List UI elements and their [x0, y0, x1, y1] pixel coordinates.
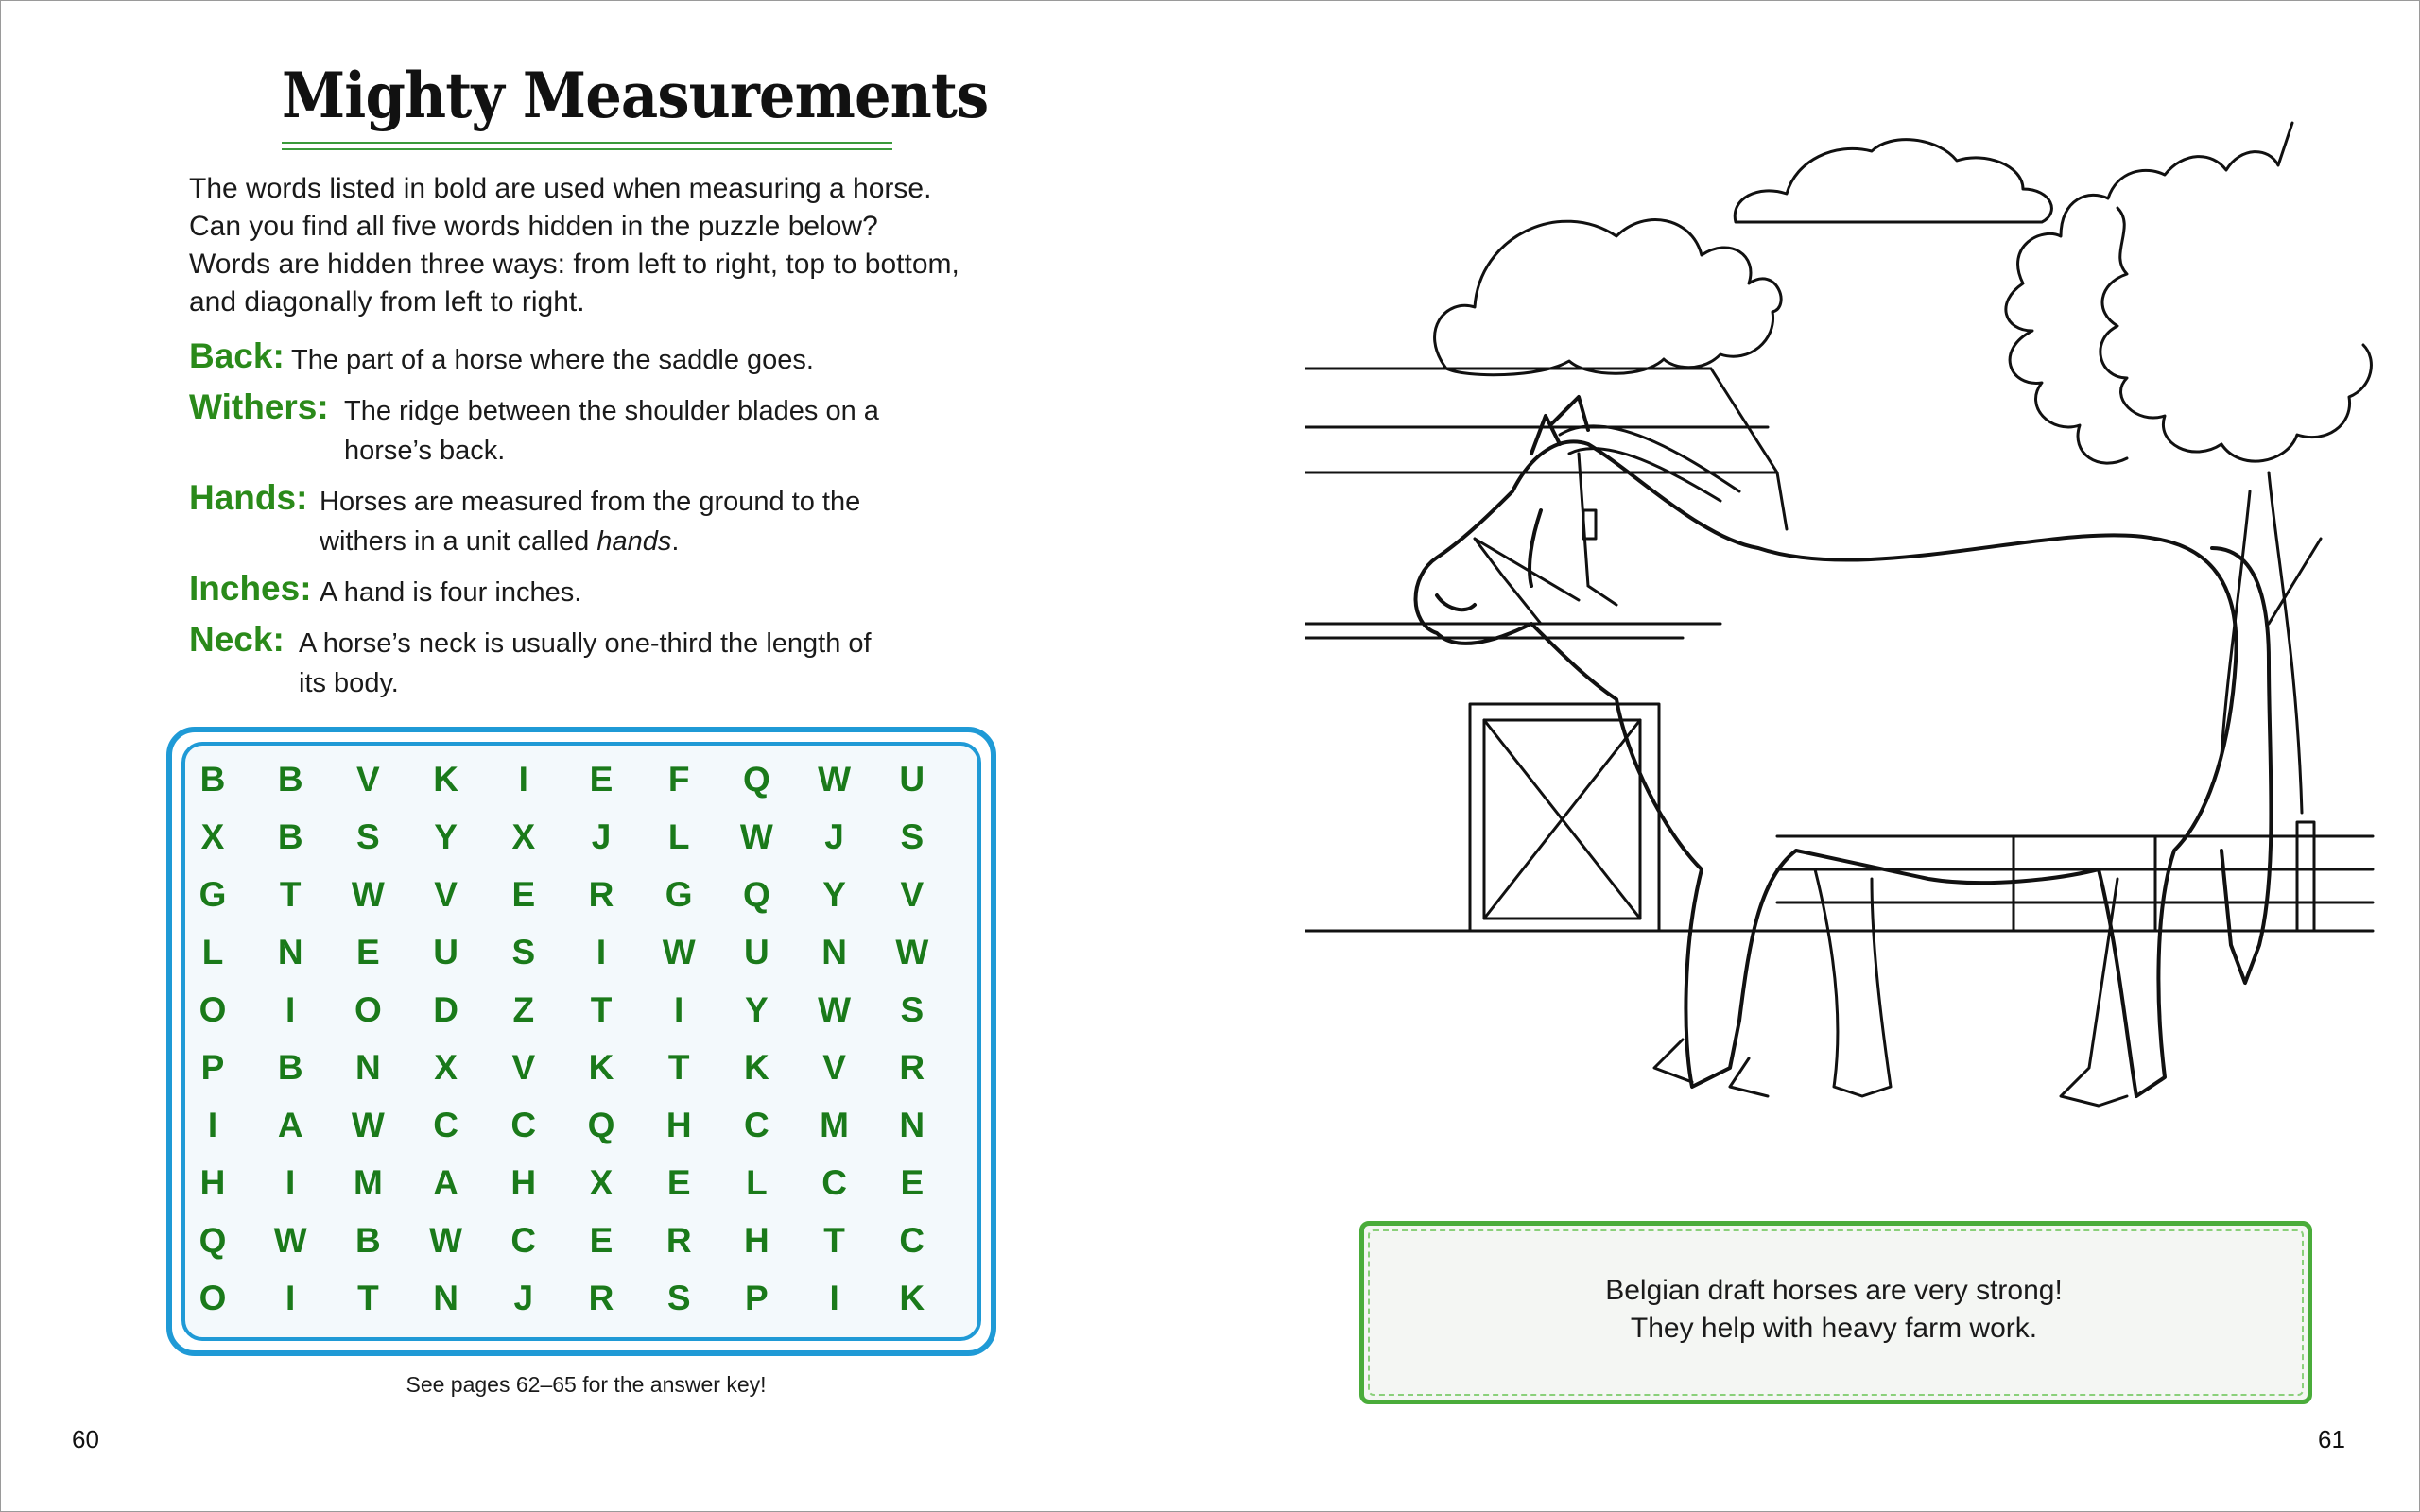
puzzle-letter: Y — [745, 990, 769, 1029]
puzzle-letter: W — [818, 760, 852, 799]
definition-text: The ridge between the shoulder blades on a horse’s back. — [344, 396, 879, 466]
page-title: Mighty Measurements — [282, 59, 989, 132]
puzzle-letter: V — [822, 1048, 846, 1087]
definition-term: Inches: — [189, 569, 312, 608]
puzzle-letter: W — [351, 1106, 385, 1144]
puzzle-letter: R — [899, 1048, 925, 1087]
puzzle-letter: L — [667, 817, 690, 856]
puzzle-letter: H — [510, 1163, 537, 1202]
tree-canopy — [2006, 123, 2372, 463]
definition-inches — [189, 569, 1002, 612]
puzzle-letter: S — [356, 817, 380, 856]
puzzle-letter: C — [433, 1106, 458, 1144]
puzzle-letter: I — [285, 1279, 296, 1317]
puzzle-letter: A — [433, 1163, 458, 1202]
puzzle-letter: R — [588, 875, 614, 914]
puzzle-letter: U — [433, 933, 458, 971]
puzzle-letter: Q — [743, 760, 770, 799]
puzzle-letter: V — [434, 875, 458, 914]
puzzle-letter: I — [674, 990, 684, 1029]
puzzle-letter: C — [821, 1163, 847, 1202]
definitions-list — [189, 336, 1002, 709]
puzzle-letter: T — [590, 990, 613, 1029]
puzzle-letter: W — [662, 933, 696, 971]
definition-hands — [189, 478, 1002, 561]
puzzle-letter: I — [518, 760, 528, 799]
puzzle-letter: W — [429, 1221, 463, 1260]
puzzle-letter: K — [588, 1048, 614, 1087]
puzzle-letter: B — [277, 760, 303, 799]
horse-body — [1416, 441, 2237, 1096]
puzzle-letter: Y — [434, 817, 458, 856]
definition-text: The part of a horse where the saddle goes. — [291, 345, 814, 375]
puzzle-letter: U — [744, 933, 769, 971]
page-number-left: 60 — [72, 1425, 99, 1453]
word-search-grid — [180, 756, 955, 1332]
puzzle-letter: C — [744, 1106, 769, 1144]
puzzle-letter: Z — [512, 990, 535, 1029]
intro-paragraph: The words listed in bold are used when measuring a horse. Can you find all five words hidden in the puzzle below? Words are hidden three ways: from left to right, top to bottom, and diagonally from left to right. — [189, 173, 959, 318]
puzzle-letter: V — [511, 1048, 536, 1087]
puzzle-letter: E — [666, 1163, 691, 1202]
puzzle-letter: I — [207, 1106, 218, 1144]
definition-text: A horse’s neck is usually one-third the length of its body. — [299, 628, 872, 698]
puzzle-letter: G — [199, 875, 227, 914]
puzzle-letter: Q — [743, 875, 770, 914]
fence — [1777, 822, 2373, 931]
puzzle-letter: O — [199, 1279, 227, 1317]
cloud-right — [1735, 140, 2051, 222]
puzzle-letter: J — [591, 817, 612, 856]
puzzle-letter: X — [589, 1163, 614, 1202]
puzzle-letter: B — [199, 760, 226, 799]
definition-term: Hands: — [189, 478, 308, 517]
puzzle-letter: Q — [587, 1106, 615, 1144]
puzzle-letter: S — [666, 1279, 691, 1317]
puzzle-letter: X — [434, 1048, 458, 1087]
definition-term: Withers: — [189, 387, 329, 426]
puzzle-letter: B — [277, 817, 303, 856]
definition-tail: . — [671, 526, 680, 557]
puzzle-letter: R — [588, 1279, 614, 1317]
puzzle-letter: D — [433, 990, 458, 1029]
puzzle-letter: A — [277, 1106, 303, 1144]
puzzle-letter: V — [900, 875, 925, 914]
puzzle-letter: E — [356, 933, 380, 971]
puzzle-letter: B — [277, 1048, 303, 1087]
puzzle-letter: V — [356, 760, 380, 799]
puzzle-letter: P — [200, 1048, 225, 1087]
puzzle-letter: S — [511, 933, 536, 971]
puzzle-letter: T — [823, 1221, 845, 1260]
puzzle-letter: P — [745, 1279, 769, 1317]
puzzle-letter: C — [899, 1221, 925, 1260]
puzzle-letter: E — [900, 1163, 925, 1202]
puzzle-letter: J — [824, 817, 844, 856]
horse-head — [1437, 397, 1588, 610]
puzzle-letter: W — [895, 933, 929, 971]
puzzle-letter: L — [746, 1163, 768, 1202]
puzzle-letter: E — [589, 1221, 614, 1260]
puzzle-letter: E — [511, 875, 536, 914]
caption-line-2: They help with heavy farm work. — [1630, 1313, 2038, 1344]
puzzle-letter: C — [510, 1221, 537, 1260]
definition-withers — [189, 387, 1002, 471]
puzzle-letter: K — [899, 1279, 925, 1317]
caption-text — [1380, 1272, 2288, 1348]
definition-text: Horses are measured from the ground to the withers in a unit called — [320, 487, 861, 557]
puzzle-letter: L — [201, 933, 224, 971]
page-number-right: 61 — [2318, 1425, 2345, 1453]
puzzle-letter: I — [285, 990, 296, 1029]
puzzle-letter: T — [279, 875, 302, 914]
definition-text: A hand is four inches. — [320, 577, 582, 608]
puzzle-letter: H — [666, 1106, 692, 1144]
barn-door-cross — [1484, 720, 1640, 919]
puzzle-letter: N — [277, 933, 303, 971]
puzzle-letter: K — [744, 1048, 769, 1087]
definition-term: Neck: — [189, 620, 285, 659]
puzzle-letter: I — [285, 1163, 296, 1202]
puzzle-letter: I — [596, 933, 607, 971]
puzzle-letter: W — [739, 817, 773, 856]
puzzle-letter: Y — [822, 875, 846, 914]
puzzle-letter: T — [667, 1048, 690, 1087]
horse-halter — [1475, 454, 1616, 624]
puzzle-letter: J — [513, 1279, 534, 1317]
puzzle-letter: T — [357, 1279, 379, 1317]
puzzle-letter: N — [821, 933, 847, 971]
puzzle-letter: E — [589, 760, 614, 799]
puzzle-letter: I — [829, 1279, 839, 1317]
puzzle-letter: N — [433, 1279, 458, 1317]
definition-back — [189, 336, 1002, 380]
puzzle-letter: G — [665, 875, 693, 914]
title-underline-second — [282, 148, 892, 150]
horse-tail — [2212, 548, 2272, 983]
puzzle-letter: S — [900, 817, 925, 856]
puzzle-letter: U — [899, 760, 925, 799]
title-underline — [282, 142, 892, 144]
puzzle-letter: K — [433, 760, 458, 799]
puzzle-letter: M — [353, 1163, 383, 1202]
cloud-left — [1435, 220, 1782, 375]
puzzle-letter: X — [200, 817, 225, 856]
definition-neck — [189, 620, 1002, 703]
puzzle-letter: N — [355, 1048, 381, 1087]
puzzle-letter: N — [899, 1106, 925, 1144]
puzzle-letter: W — [273, 1221, 307, 1260]
definition-term: Back: — [189, 336, 285, 375]
caption-line-1: Belgian draft horses are very strong! — [1605, 1275, 2063, 1306]
puzzle-letter: C — [510, 1106, 537, 1144]
answer-key-note: See pages 62–65 for the answer key! — [406, 1372, 767, 1397]
puzzle-letter: W — [818, 990, 852, 1029]
puzzle-letter: S — [900, 990, 925, 1029]
puzzle-letter: H — [744, 1221, 769, 1260]
puzzle-letter: R — [666, 1221, 692, 1260]
puzzle-letter: B — [355, 1221, 381, 1260]
puzzle-letter: X — [511, 817, 536, 856]
puzzle-letter: O — [354, 990, 382, 1029]
puzzle-letter: W — [351, 875, 385, 914]
puzzle-letter: H — [199, 1163, 226, 1202]
puzzle-letter: O — [199, 990, 227, 1029]
puzzle-letter: M — [820, 1106, 849, 1144]
puzzle-letter: F — [667, 760, 690, 799]
horse-barn-illustration — [1305, 94, 2392, 1181]
puzzle-letter: Q — [199, 1221, 227, 1260]
definition-italic: hands — [596, 526, 672, 557]
